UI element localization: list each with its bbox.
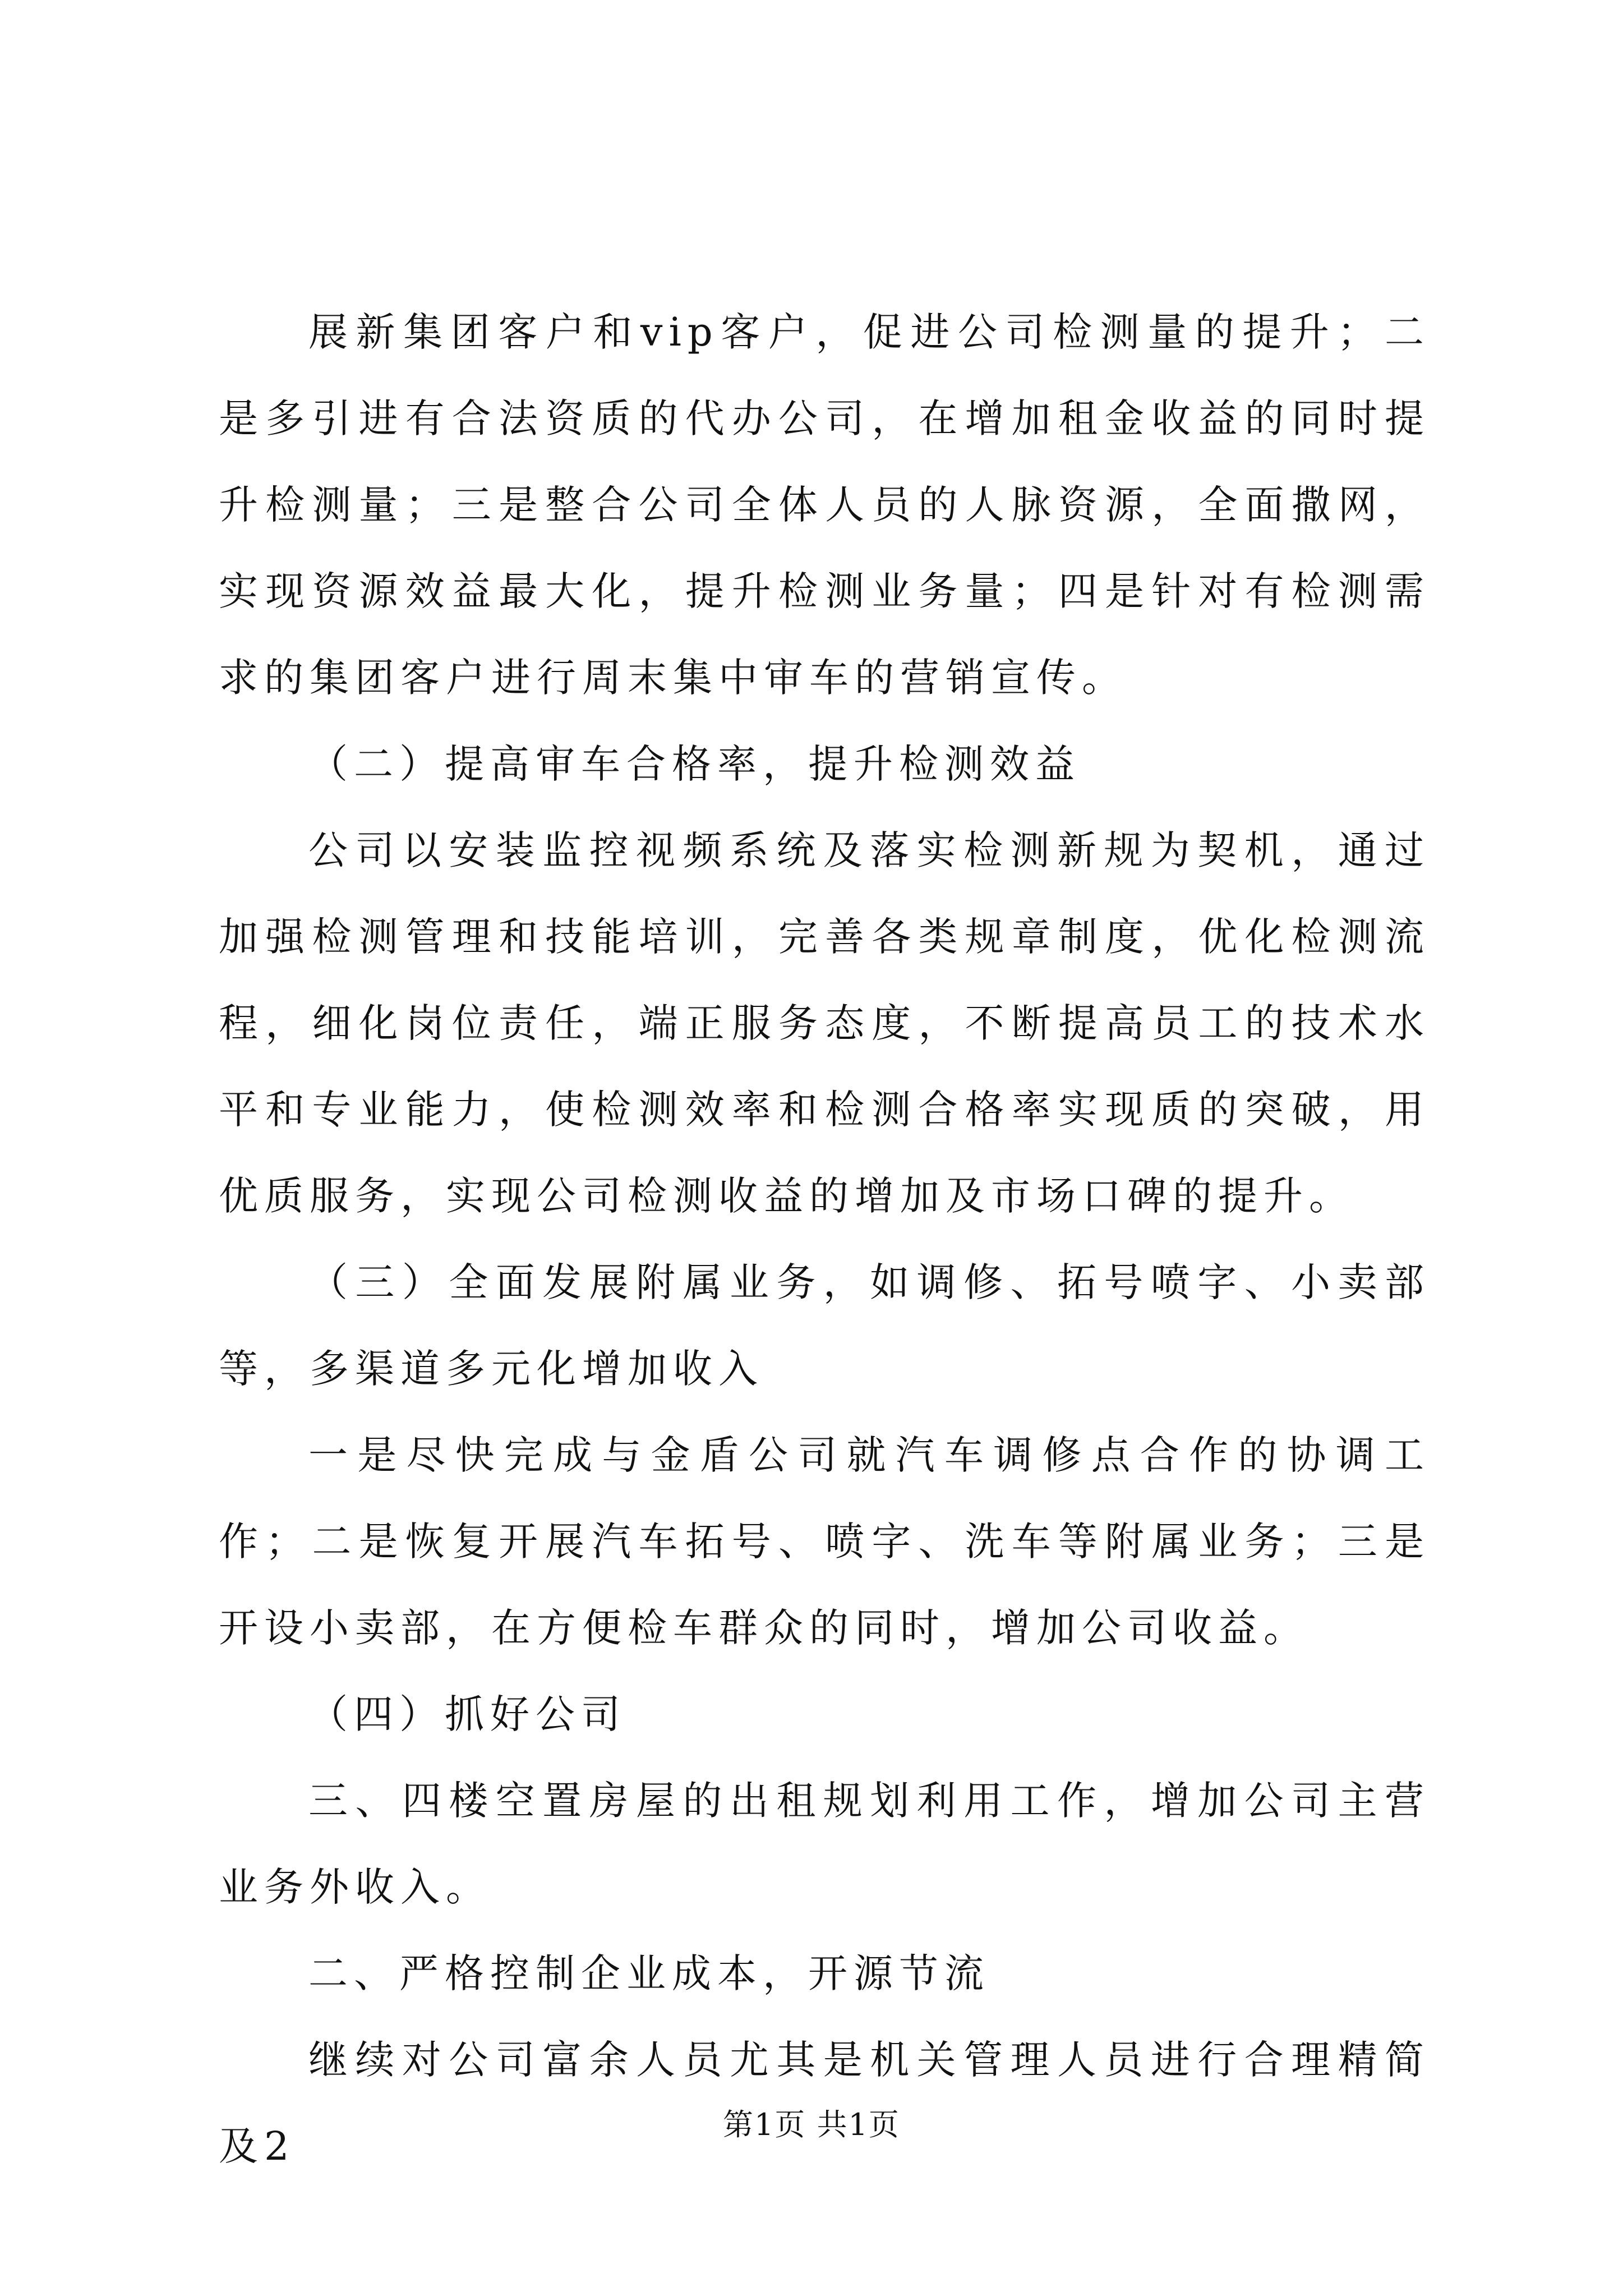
section-heading-2: （二）提高审车合格率，提升检测效益 bbox=[308, 741, 1081, 787]
paragraph-inspection-efficiency: 公司以安装监控视频系统及落实检测新规为契机，通过加强检测管理和技能培训，完善各类规章制度，优化检测流程，细化岗位责任，端正服务态度，不断提高员工的技术水平和专业能力，使检测效率和检测合格率实现质的突破，用优质服务，实现公司检测收益的增加及市场口碑的提升。 bbox=[219, 827, 1430, 1219]
paragraph-staff-reduction: 继续对公司富余人员尤其是机关管理人员进行合理精简及2 bbox=[219, 2037, 1430, 2169]
section-heading-3: （三）全面发展附属业务，如调修、拓号喷字、小卖部等，多渠道多元化增加收入 bbox=[219, 1259, 1430, 1392]
section-heading-4: （四）抓好公司 bbox=[308, 1691, 626, 1737]
document-body bbox=[219, 289, 1430, 2189]
paragraph-ancillary-business: 一是尽快完成与金盾公司就汽车调修点合作的协调工作；二是恢复开展汽车拓号、喷字、洗车等附属业务；三是开设小卖部，在方便检车群众的同时，增加公司收益。 bbox=[219, 1432, 1430, 1651]
page-footer: 第1页 共1页 bbox=[723, 2107, 900, 2142]
paragraph-marketing: 展新集团客户和vip客户，促进公司检测量的提升；二是多引进有合法资质的代办公司，在增加租金收益的同时提升检测量；三是整合公司全体人员的人脉资源，全面撒网，实现资源效益最大化，提升检测业务量；四是针对有检测需求的集团客户进行周末集中审车的营销宣传。 bbox=[219, 309, 1430, 701]
paragraph-vacant-rooms: 三、四楼空置房屋的出租规划利用工作，增加公司主营业务外收入。 bbox=[219, 1778, 1430, 1910]
section-heading-cost-control: 二、严格控制企业成本，开源节流 bbox=[308, 1950, 990, 1996]
